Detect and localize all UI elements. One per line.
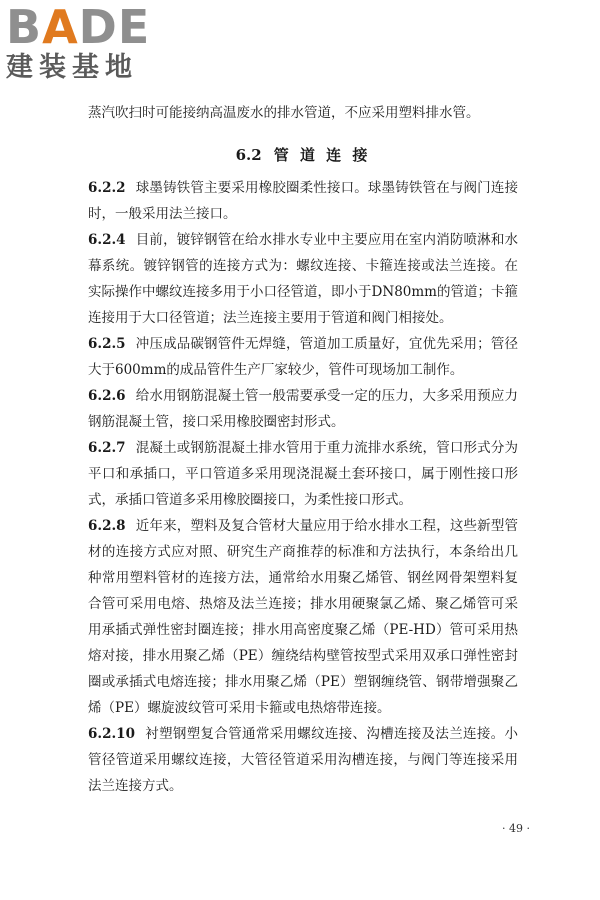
clause-text: 衬塑钢塑复合管通常采用螺纹连接、沟槽连接及法兰连接。小管径管道采用螺纹连接，大管径管道采用沟槽连接，与阀门等连接采用法兰连接方式。 (88, 726, 518, 794)
logo-letter: B (6, 0, 43, 54)
clause-number: 6.2.2 (88, 180, 126, 196)
logo-wordmark (6, 0, 181, 54)
clause-text: 球墨铸铁管主要采用橡胶圈柔性接口。球墨铸铁管在与阀门连接时，一般采用法兰接口。 (88, 180, 518, 222)
clause-paragraph (88, 227, 518, 331)
clause-text: 目前，镀锌钢管在给水排水专业中主要应用在室内消防喷淋和水幕系统。镀锌钢管的连接方式为：螺纹连接、卡箍连接或法兰连接。在实际操作中螺纹连接多用于小口径管道，即小于DN80mm的管道；卡箍连接用于大口径管道；法兰连接主要用于管道和阀门相接处。 (88, 232, 518, 326)
lead-paragraph: 蒸汽吹扫时可能接纳高温废水的排水管道，不应采用塑料排水管。 (88, 105, 480, 121)
clause-paragraph (88, 331, 518, 383)
clause-number: 6.2.8 (88, 518, 126, 534)
logo-subtitle: 建装基地 (6, 52, 138, 83)
clause-number: 6.2.6 (88, 388, 126, 404)
clause-number: 6.2.10 (88, 726, 135, 742)
logo-letter: D (78, 0, 118, 54)
section-title: 管 道 连 接 (273, 146, 371, 164)
clause-text: 给水用钢筋混凝土管一般需要承受一定的压力，大多采用预应力钢筋混凝土管，接口采用橡胶圈密封形式。 (88, 388, 518, 430)
clause-number: 6.2.7 (88, 440, 126, 456)
clause-paragraph (88, 435, 518, 513)
page-number: · 49 · (502, 822, 530, 835)
logo-letter: E (117, 0, 151, 54)
logo-letter: A (42, 0, 79, 54)
clause-text: 近年来，塑料及复合管材大量应用于给水排水工程，这些新型管材的连接方式应对照、研究生产商推荐的标准和方法执行，本条给出几种常用塑料管材的连接方法，通常给水用聚乙烯管、钢丝网骨架塑料复合管可采用电熔、热熔及法兰连接；排水用硬聚氯乙烯、聚乙烯管可采用承插式弹性密封圈连接；排水用高密度聚乙烯（PE-HD）管可采用热熔对接，排水用聚乙烯（PE）缠绕结构壁管按型式采用双承口弹性密封圈或承插式电熔连接；排水用聚乙烯（PE）塑钢缠绕管、钢带增强聚乙烯（PE）螺旋波纹管可采用卡箍或电热熔带连接。 (88, 518, 518, 716)
clause-list (88, 175, 518, 799)
clause-number: 6.2.5 (88, 336, 126, 352)
clause-paragraph (88, 383, 518, 435)
clause-paragraph (88, 513, 518, 721)
clause-text: 冲压成品碳钢管件无焊缝，管道加工质量好，宜优先采用；管径大于600mm的成品管件生产厂家较少，管件可现场加工制作。 (88, 336, 518, 378)
clause-text: 混凝土或钢筋混凝土排水管用于重力流排水系统，管口形式分为平口和承插口，平口管道多采用现浇混凝土套环接口，属于刚性接口形式，承插口管道多采用橡胶圈接口，为柔性接口形式。 (88, 440, 518, 508)
bade-logo (6, 0, 181, 84)
document-body (88, 100, 518, 799)
section-number: 6.2 (235, 146, 262, 164)
clause-paragraph (88, 175, 518, 227)
clause-number: 6.2.4 (88, 232, 126, 248)
section-heading (88, 144, 518, 165)
clause-paragraph (88, 721, 518, 799)
